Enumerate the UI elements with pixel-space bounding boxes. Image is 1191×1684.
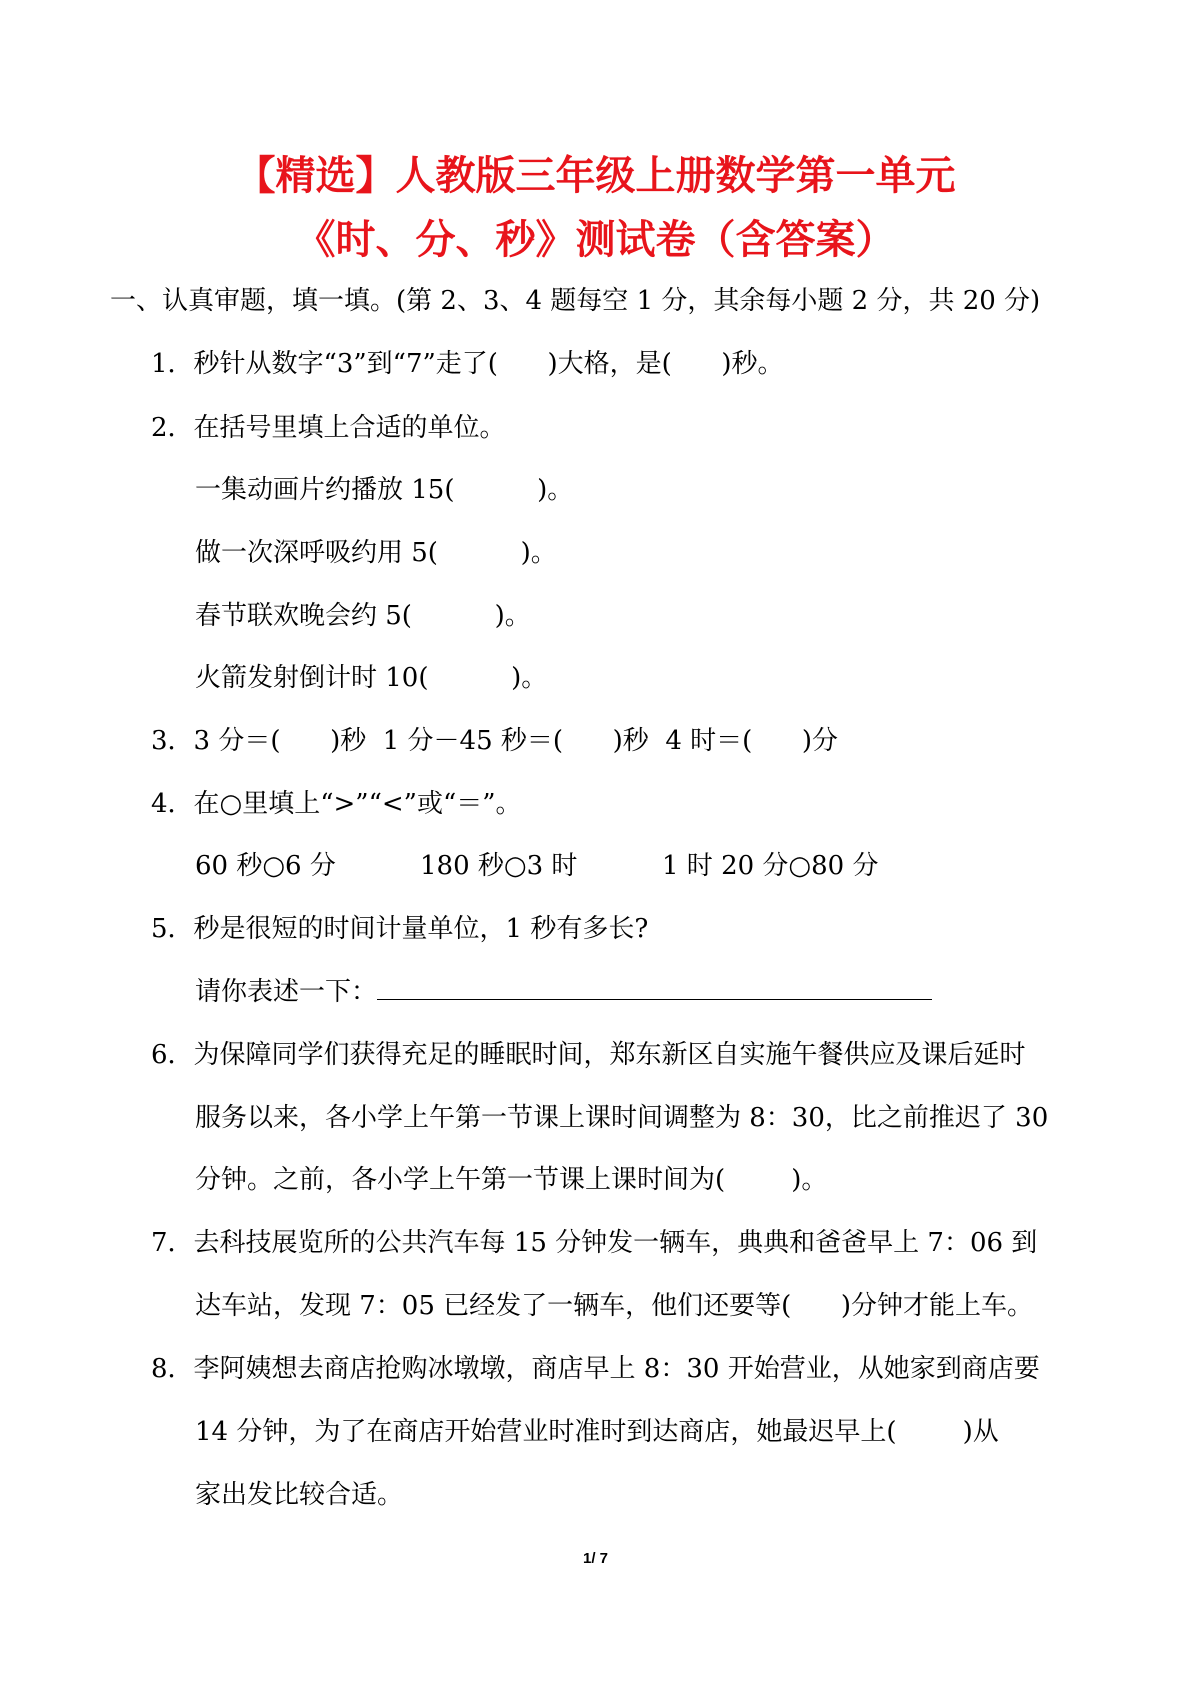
question-2-item: 火箭发射倒计时 10( )。	[195, 663, 548, 693]
document-title-line1: 【精选】人教版三年级上册数学第一单元	[235, 153, 956, 199]
question-5: 5．秒是很短的时间计量单位，1 秒有多长?	[151, 914, 649, 944]
question-3: 3．3 分＝( )秒 1 分－45 秒＝( )秒 4 时＝( )分	[151, 726, 838, 756]
answer-prompt: 请你表述一下：	[195, 977, 378, 1007]
question-7-line: 7．去科技展览所的公共汽车每 15 分钟发一辆车，典典和爸爸早上 7：06 到	[151, 1228, 1038, 1258]
question-8-line: 8．李阿姨想去商店抢购冰墩墩，商店早上 8：30 开始营业，从她家到商店要	[151, 1354, 1040, 1384]
page-number: 1/ 7	[582, 1550, 609, 1567]
question-2-item: 春节联欢晚会约 5( )。	[195, 601, 531, 631]
question-2-item: 一集动画片约播放 15( )。	[195, 475, 574, 505]
question-7-line: 达车站，发现 7：05 已经发了一辆车，他们还要等( )分钟才能上车。	[195, 1291, 1034, 1321]
question-6-line: 分钟。之前，各小学上午第一节课上课时间为( )。	[195, 1165, 828, 1195]
question-4: 4．在○里填上“>”“<”或“＝”。	[151, 789, 522, 819]
question-2-item: 做一次深呼吸约用 5( )。	[195, 538, 557, 568]
answer-underline	[377, 975, 932, 1000]
section-heading: 一、认真审题，填一填。(第 2、3、4 题每空 1 分，其余每小题 2 分，共 20 分)	[110, 286, 1041, 316]
comparison-item: 180 秒○3 时	[420, 851, 578, 881]
document-title-line2: 《时、分、秒》测试卷（含答案）	[295, 217, 896, 263]
comparison-item: 60 秒○6 分	[195, 851, 336, 881]
question-2: 2．在括号里填上合适的单位。	[151, 413, 506, 443]
question-8-line: 家出发比较合适。	[195, 1480, 404, 1510]
question-1: 1．秒针从数字“3”到“7”走了( )大格，是( )秒。	[151, 349, 784, 379]
comparison-item: 1 时 20 分○80 分	[662, 851, 879, 881]
question-5-answer-line	[195, 975, 932, 1008]
question-8-line: 14 分钟，为了在商店开始营业时准时到达商店，她最迟早上( )从	[195, 1417, 999, 1447]
question-6-line: 6．为保障同学们获得充足的睡眠时间，郑东新区自实施午餐供应及课后延时	[151, 1040, 1026, 1070]
question-6-line: 服务以来，各小学上午第一节课上课时间调整为 8：30，比之前推迟了 30	[195, 1103, 1049, 1133]
